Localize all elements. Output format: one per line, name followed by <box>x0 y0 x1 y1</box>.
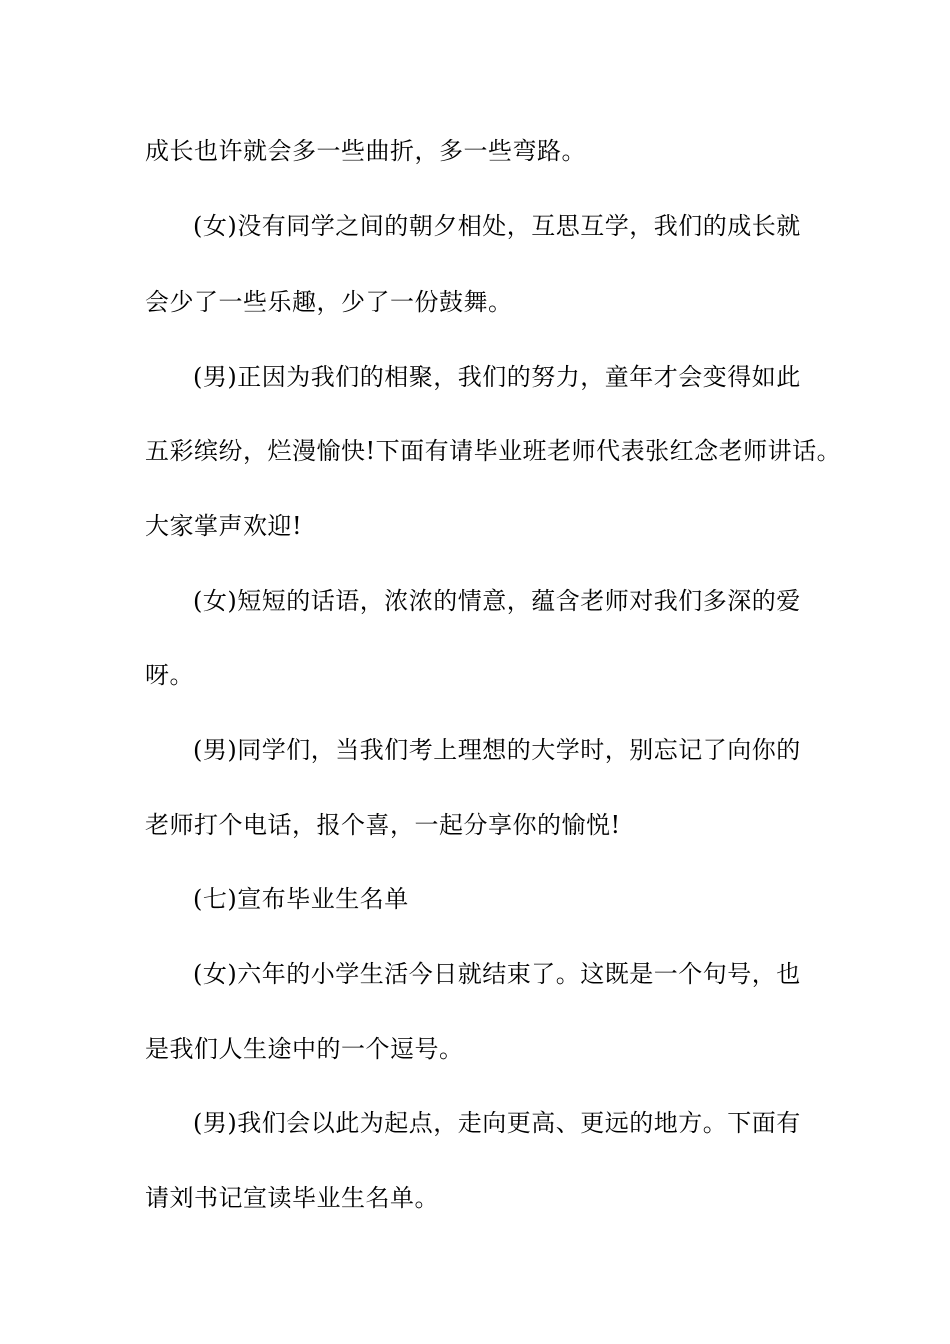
text-line: 五彩缤纷，烂漫愉快!下面有请毕业班老师代表张红念老师讲话。 <box>145 437 842 465</box>
text-line: 是我们人生途中的一个逗号。 <box>145 1035 464 1063</box>
text-line: (男)我们会以此为起点，走向更高、更远的地方。下面有 <box>193 1109 801 1137</box>
text-line: (女)没有同学之间的朝夕相处，互思互学，我们的成长就 <box>193 212 801 240</box>
text-line: (女)六年的小学生活今日就结束了。这既是一个句号，也 <box>193 960 801 988</box>
text-line: (男)正因为我们的相聚，我们的努力，童年才会变得如此 <box>193 363 801 391</box>
text-line: 请刘书记宣读毕业生名单。 <box>145 1184 439 1212</box>
text-line: 成长也许就会多一些曲折，多一些弯路。 <box>145 137 586 165</box>
text-line: (男)同学们，当我们考上理想的大学时，别忘记了向你的 <box>193 736 801 764</box>
text-line: 老师打个电话，报个喜，一起分享你的愉悦! <box>145 811 621 839</box>
section-heading: (七)宣布毕业生名单 <box>193 885 409 913</box>
text-line: 会少了一些乐趣，少了一份鼓舞。 <box>145 288 513 316</box>
text-line: 大家掌声欢迎! <box>145 512 303 540</box>
text-line: (女)短短的话语，浓浓的情意，蕴含老师对我们多深的爱 <box>193 587 801 615</box>
text-line: 呀。 <box>145 661 194 689</box>
